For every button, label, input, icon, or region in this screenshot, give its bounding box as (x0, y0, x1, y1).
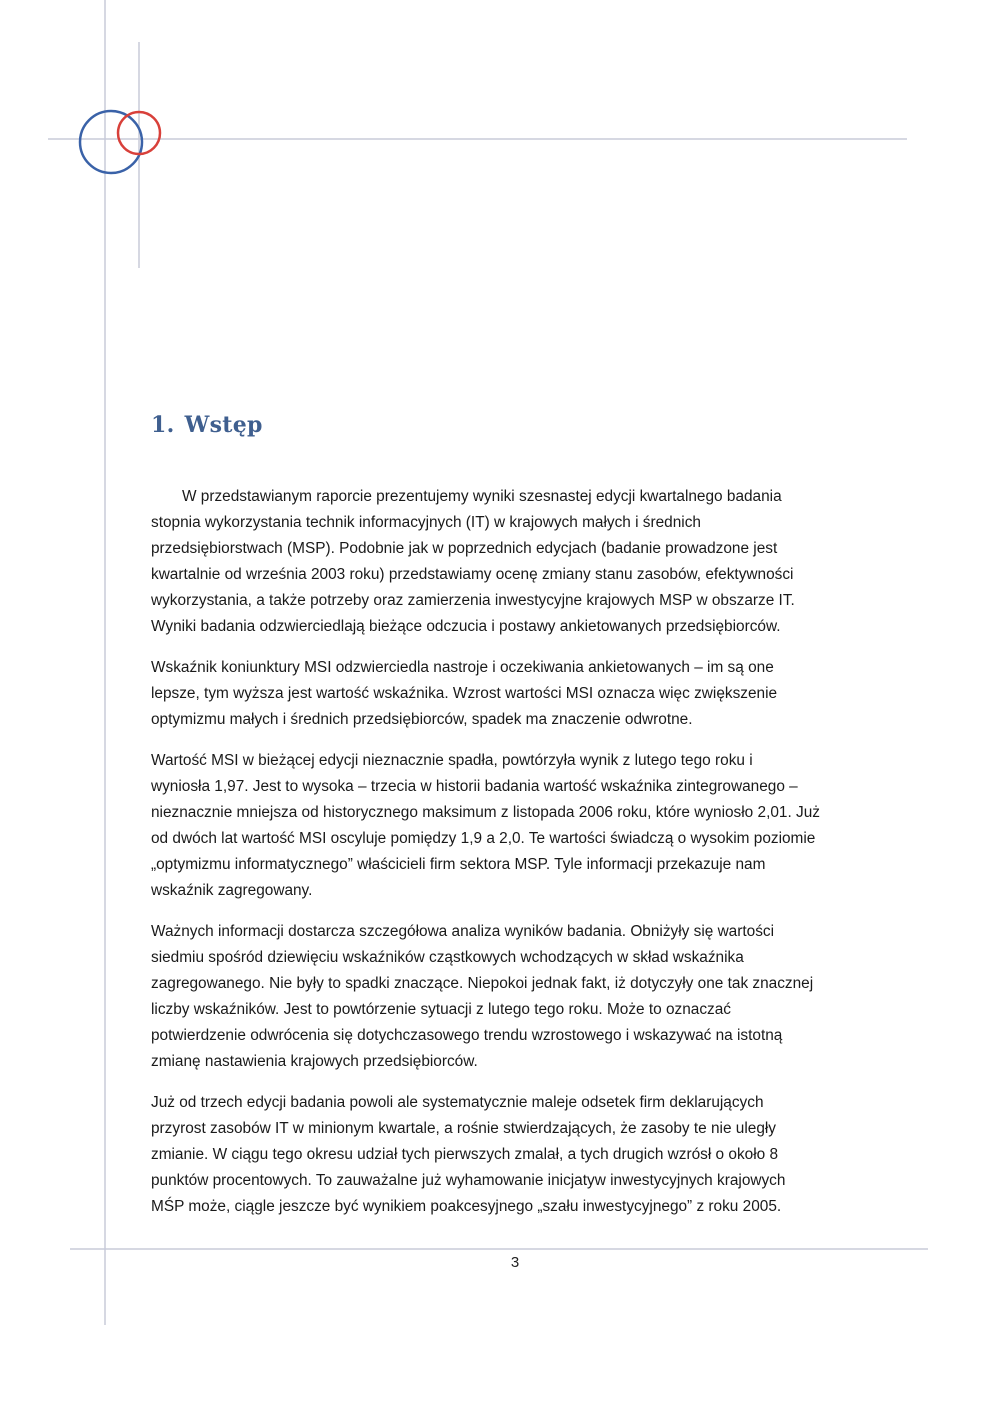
body-text (151, 484, 891, 1235)
text-line: optymizmu małych i średnich przedsiębiorców, spadek ma znaczenie odwrotne. (151, 711, 693, 728)
text-line: siedmiu spośród dziewięciu wskaźników cząstkowych wchodzących w skład wskaźnika (151, 949, 744, 966)
text-line: przyrost zasobów IT w minionym kwartale, a rośnie stwierdzających, że zasoby te nie uległy (151, 1120, 777, 1137)
logo-blue-circle-icon (80, 111, 142, 173)
text-line: kwartalnie od września 2003 roku) przedstawiamy ocenę zmiany stanu zasobów, efektywności (151, 566, 794, 583)
paragraph-3 (151, 748, 891, 904)
section-heading (151, 412, 263, 438)
text-line: „optymizmu informatycznego” właścicieli firm sektora MSP. Tyle informacji przekazuje nam (151, 856, 766, 873)
text-line: od dwóch lat wartość MSI oscyluje pomiędzy 1,9 a 2,0. Te wartości świadczą o wysokim poziomie (151, 830, 816, 847)
text-line: Wskaźnik koniunktury MSI odzwierciedla nastroje i oczekiwania ankietowanych – im są one (151, 659, 774, 676)
text-line: zmianie. W ciągu tego okresu udział tych pierwszych zmalał, a tych drugich wzrósł o około 8 (151, 1146, 779, 1163)
text-line: liczby wskaźników. Jest to powtórzenie sytuacji z lutego tego roku. Może to oznaczać (151, 1001, 731, 1018)
text-line: Już od trzech edycji badania powoli ale systematycznie maleje odsetek firm deklarujących (151, 1094, 764, 1111)
paragraph-2 (151, 655, 891, 733)
paragraph-5 (151, 1090, 891, 1220)
text-line: zmianę nastawienia krajowych przedsiębiorców. (151, 1053, 478, 1070)
text-line: W przedstawianym raporcie prezentujemy wyniki szesnastej edycji kwartalnego badania (182, 488, 782, 505)
text-line: Wartość MSI w bieżącej edycji nieznacznie spadła, powtórzyła wynik z lutego tego roku i (151, 752, 753, 769)
text-line: Wyniki badania odzwierciedlają bieżące odczucia i postawy ankietowanych przedsiębiorców. (151, 618, 781, 635)
text-line: nieznacznie mniejsza od historycznego maksimum z listopada 2006 roku, które wyniosło 2,01. Już (151, 804, 820, 821)
paragraph-1 (151, 484, 891, 640)
page-number: 3 (510, 1254, 520, 1271)
text-line: lepsze, tym wyższa jest wartość wskaźnika. Wzrost wartości MSI oznacza więc zwiększenie (151, 685, 778, 702)
logo-red-circle-icon (118, 112, 160, 154)
section-title: Wstęp (184, 412, 263, 438)
text-line: przedsiębiorstwach (MSP). Podobnie jak w poprzednich edycjach (badanie prowadzone jest (151, 540, 778, 557)
text-line: MŚP może, ciągle jeszcze być wynikiem poakcesyjnego „szału inwestycyjnego” z roku 2005. (151, 1198, 782, 1215)
text-line: zagregowanego. Nie były to spadki znaczące. Niepokoi jednak fakt, iż dotyczyły one tak znacznej (151, 975, 814, 992)
text-line: potwierdzenie odwrócenia się dotychczasowego trendu wzrostowego i wskazywać na istotną (151, 1027, 783, 1044)
text-line: wykorzystania, a także potrzeby oraz zamierzenia inwestycyjne krajowych MSP w obszarze IT. (151, 592, 795, 609)
text-line: Ważnych informacji dostarcza szczegółowa analiza wyników badania. Obniżyły się wartości (151, 923, 775, 940)
text-line: wyniosła 1,97. Jest to wysoka – trzecia w historii badania wartość wskaźnika zintegrowanego – (151, 778, 798, 795)
text-line: punktów procentowych. To zauważalne już wyhamowanie inicjatyw inwestycyjnych krajowych (151, 1172, 786, 1189)
paragraph-4 (151, 919, 891, 1075)
text-line: stopnia wykorzystania technik informacyjnych (IT) w krajowych małych i średnich (151, 514, 701, 531)
section-number: 1. (151, 412, 175, 438)
text-line: wskaźnik zagregowany. (151, 882, 313, 899)
